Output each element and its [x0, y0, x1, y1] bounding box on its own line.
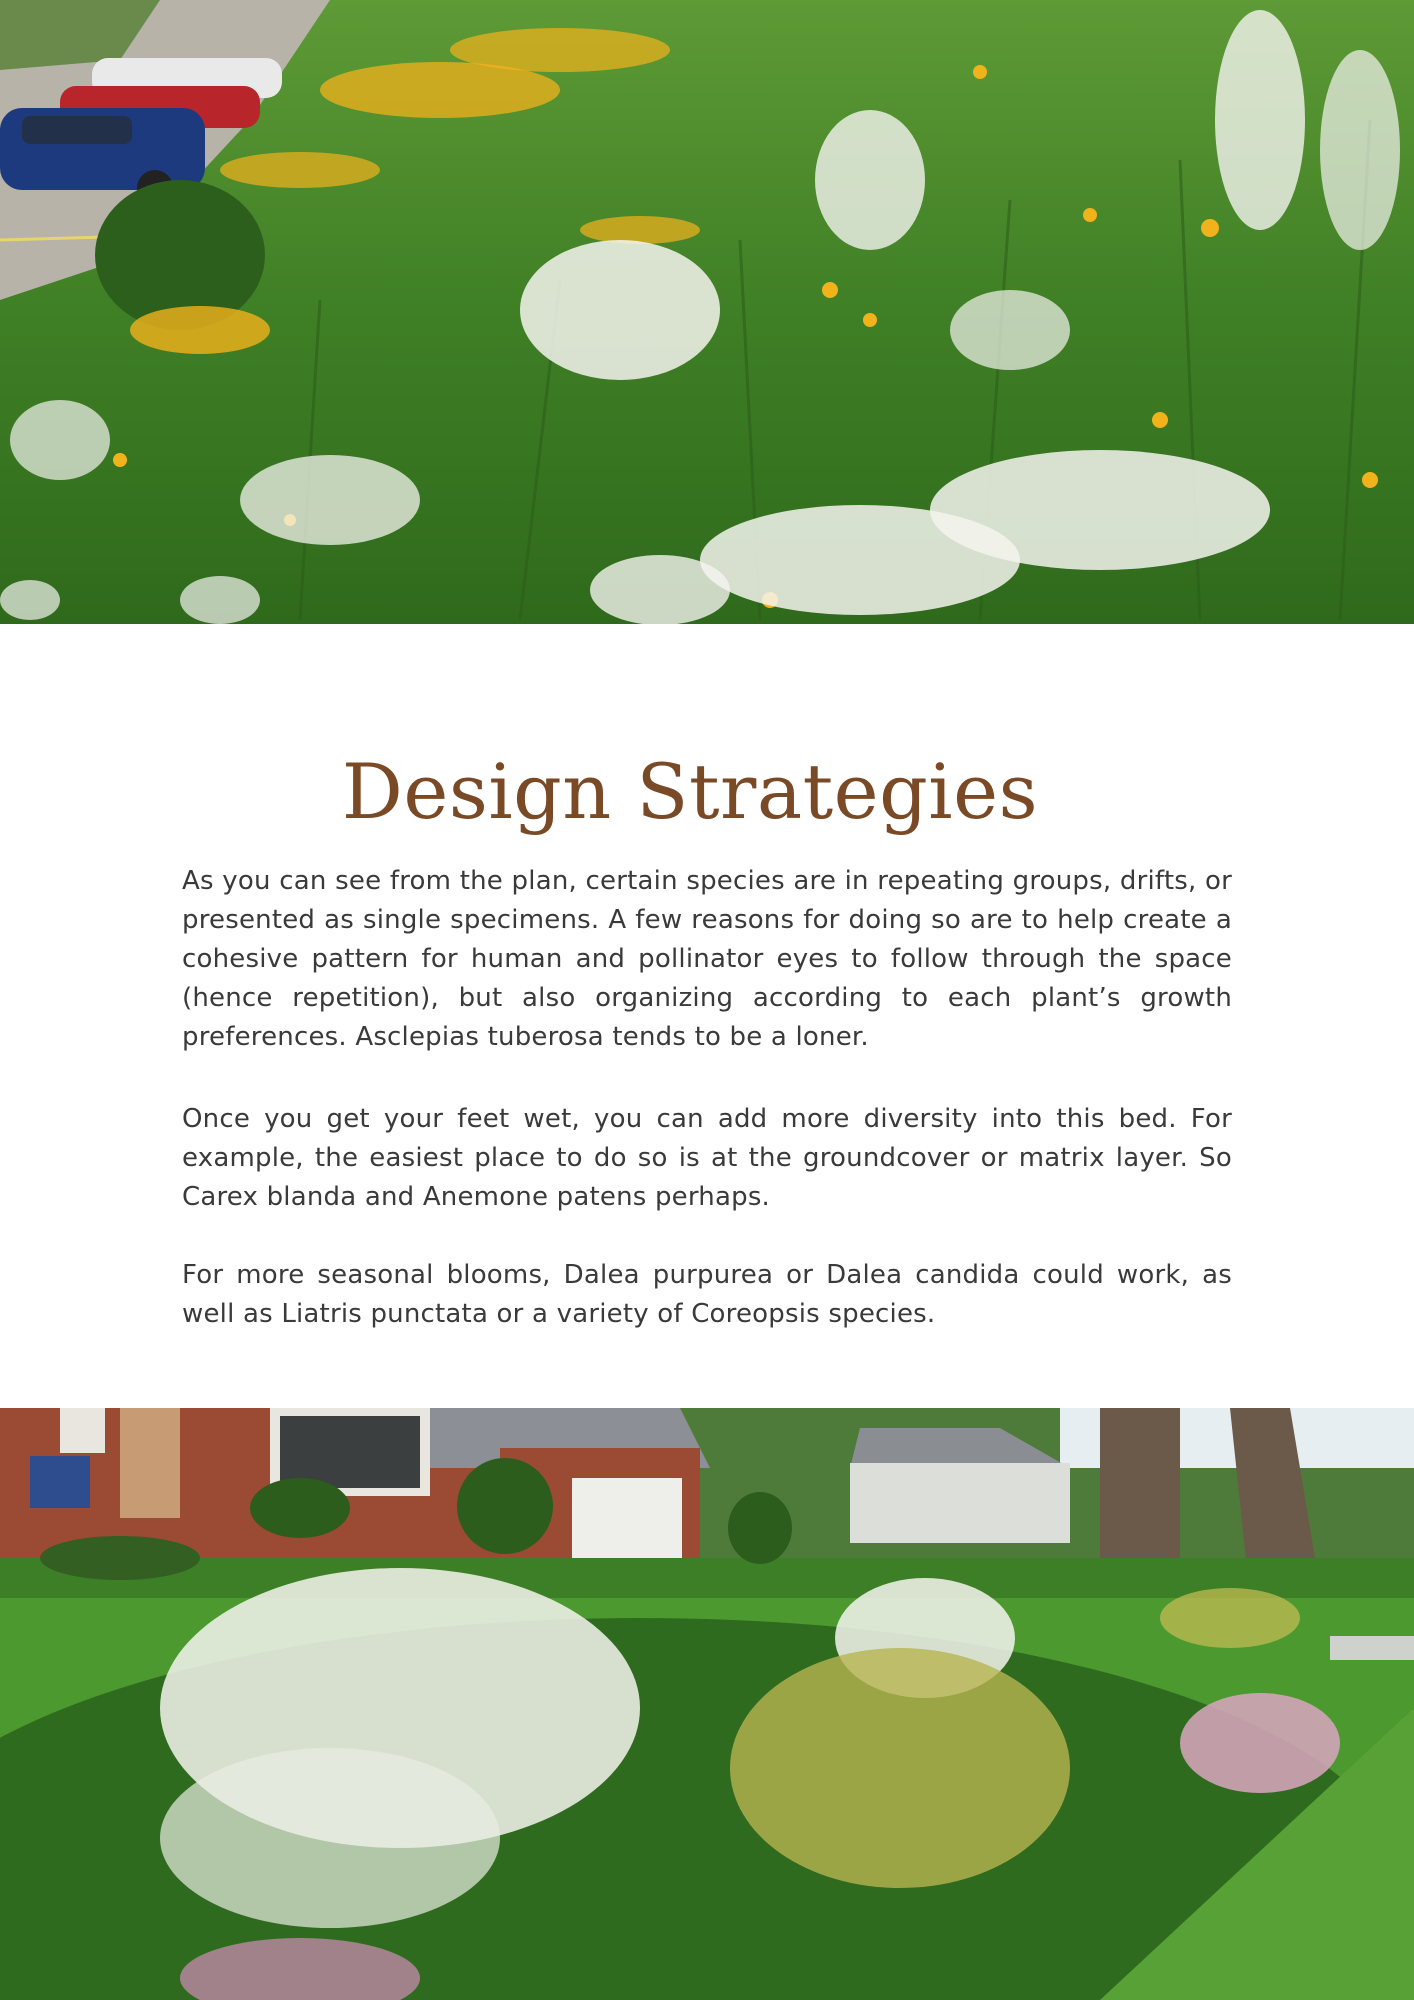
hillside-wildflower-photo: [0, 0, 1414, 624]
paragraph-seasonal-blooms: For more seasonal blooms, Dalea purpurea or Dalea candida could work, as well as Liatris punctata or a variety of Coreopsis species.: [182, 1260, 1232, 1329]
paragraph-repetition: As you can see from the plan, certain species are in repeating groups, drifts, or presented as single specimens. A few reasons for doing so are to help create a cohesive pattern for human and pollinator eyes to follow through the space (hence repetition), but also organizing according to each plant’s growth preferences. Asclepias tuberosa tends to be a loner.: [182, 866, 1232, 1052]
page-title: Design Strategies: [341, 746, 1039, 836]
design-strategies-section: [0, 624, 1414, 1408]
paragraph-diversity: Once you get your feet wet, you can add more diversity into this bed. For example, the easiest place to do so is at the groundcover or matrix layer. So Carex blanda and Anemone patens perhaps.: [182, 1104, 1232, 1212]
front-yard-garden-photo: [0, 1408, 1414, 2000]
